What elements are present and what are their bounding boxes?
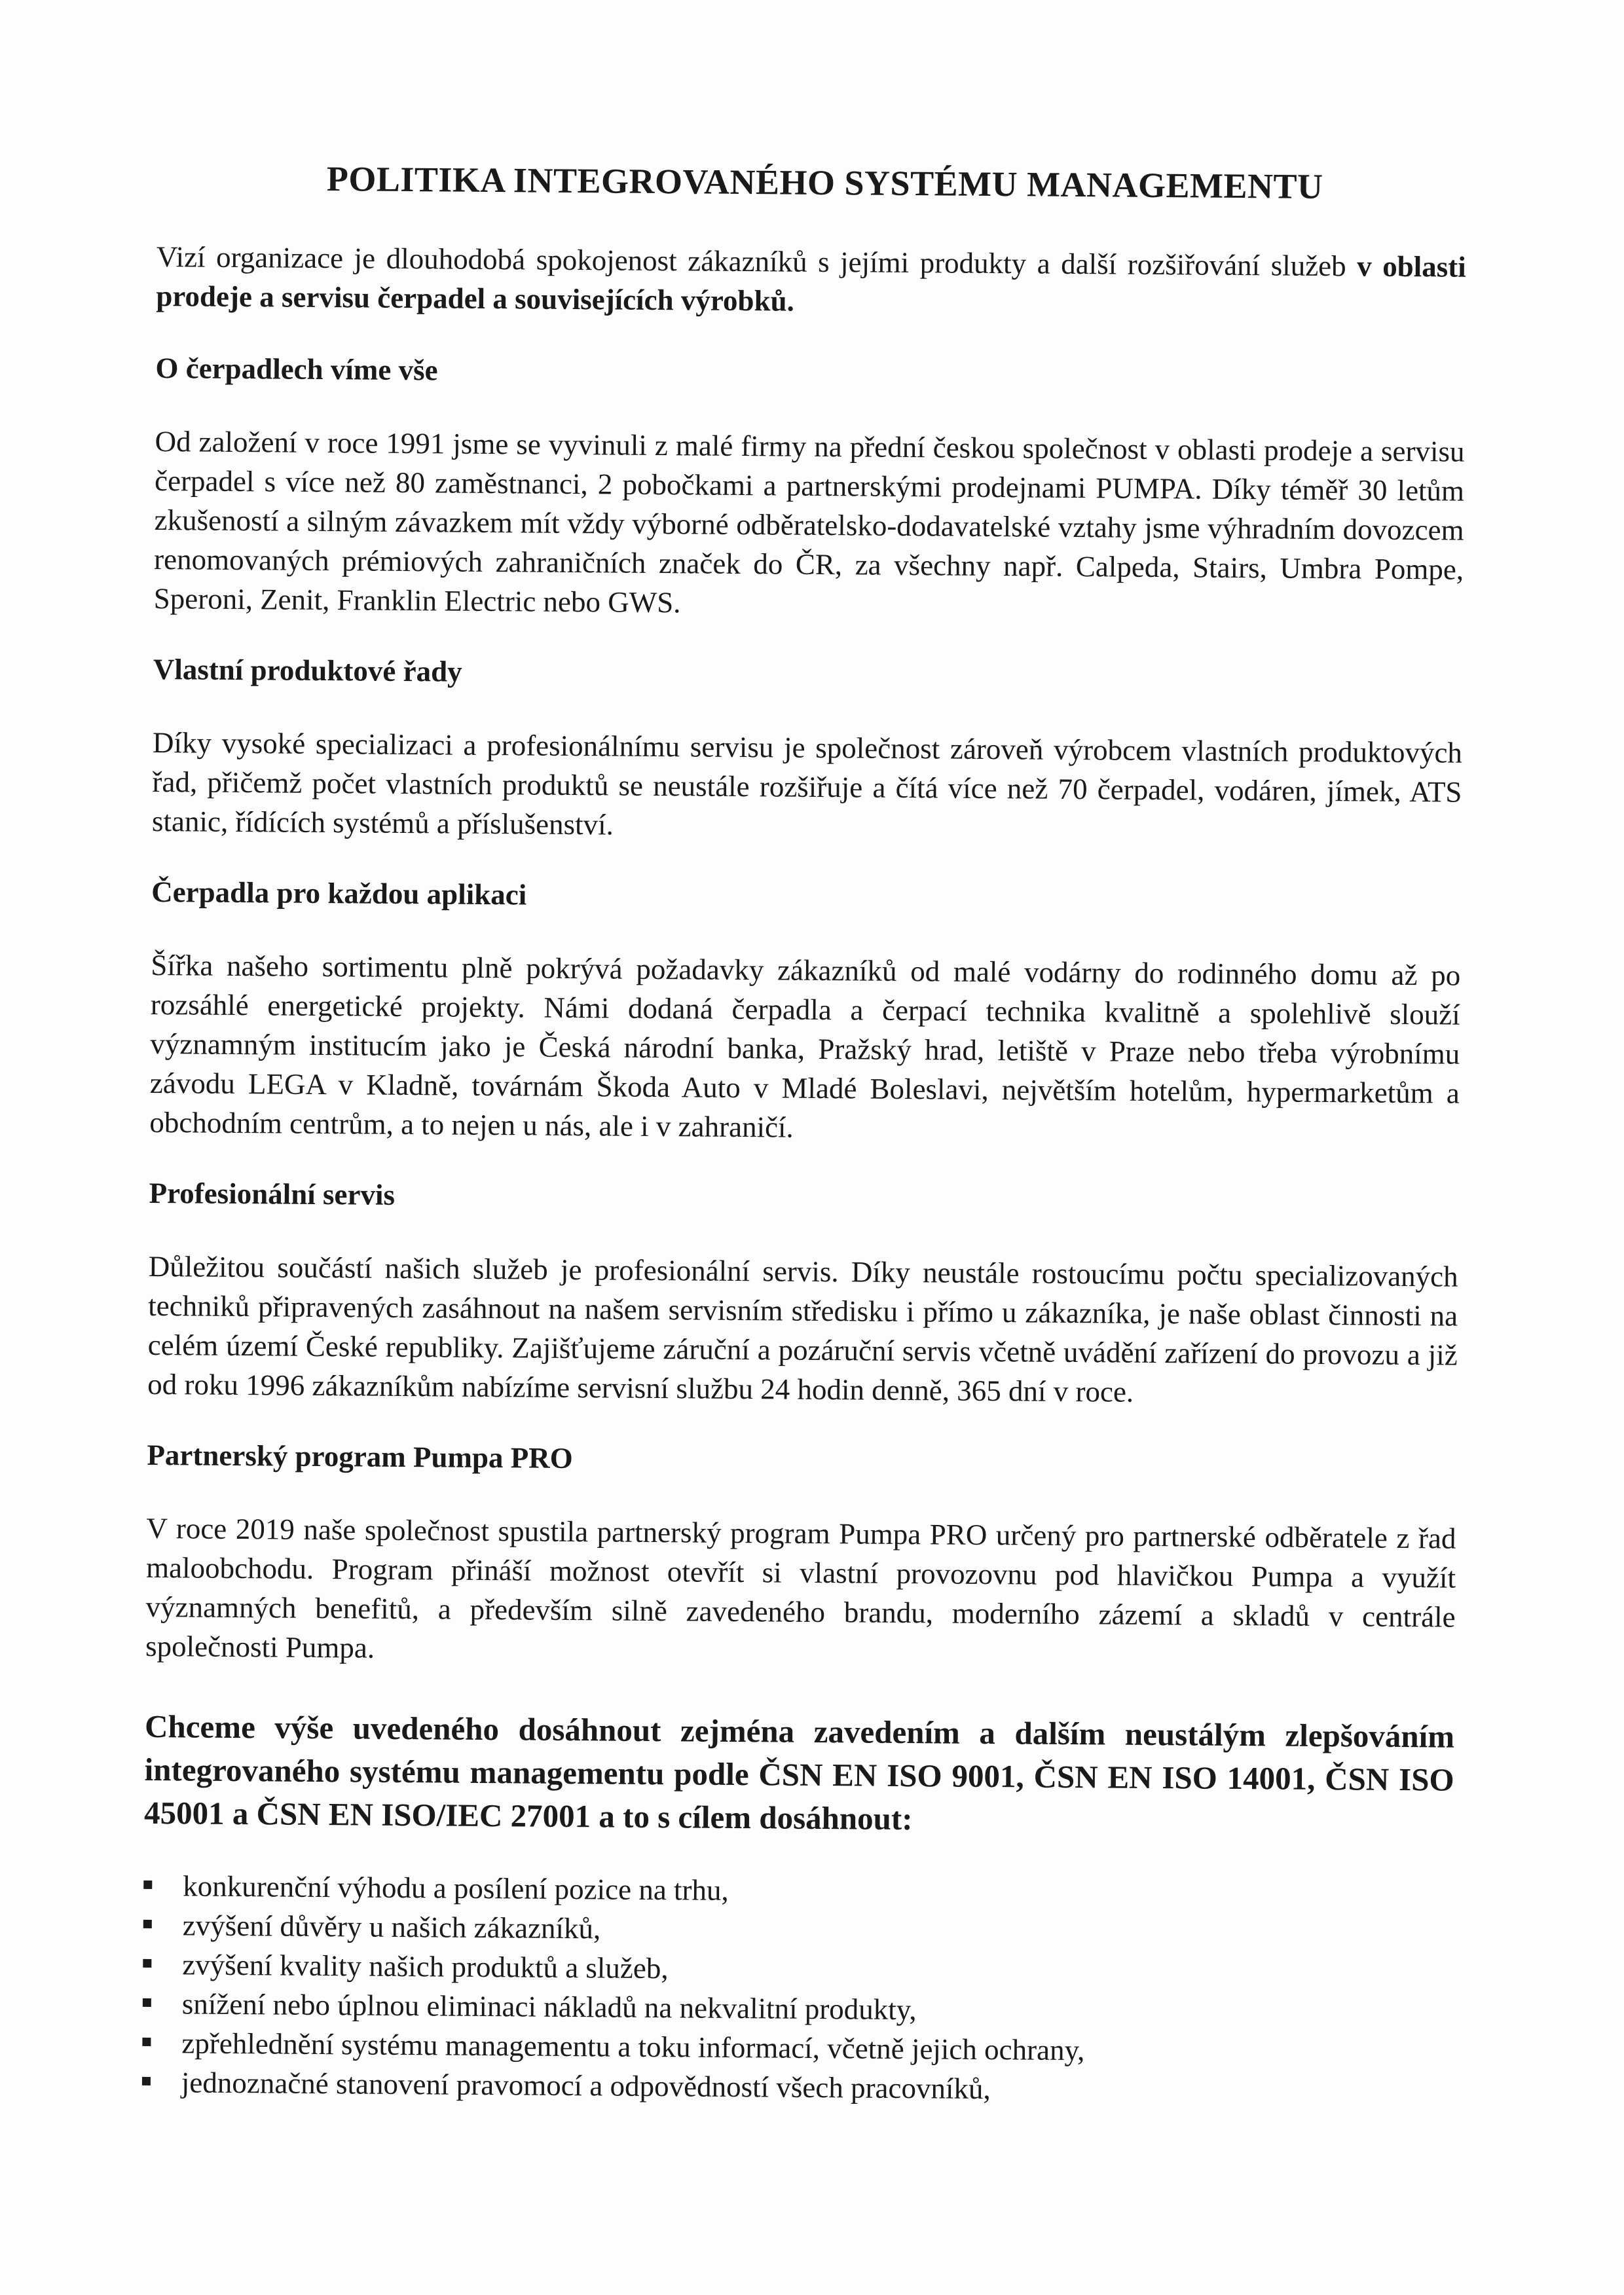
section-text: Důležitou součástí našich služeb je profesionální servis. Díky neustále rostoucímu počtu specializovaných techniků připravených zasáhnout na našem servisním středisku i přímo u zákazníka, je naše oblast činnosti na celém území České republiky. Zajišťujeme záruční a pozáruční servis včetně uvádění zařízení do provozu a již od roku 1996 zákazníkům nabízíme servisní službu 24 hodin denně, 365 dní v roce.	[147, 1249, 1458, 1408]
document-title: POLITIKA INTEGROVANÉHO SYSTÉMU MANAGEMENTU	[326, 159, 1323, 206]
section-heading: Vlastní produktové řady	[153, 652, 462, 688]
list-item-text: konkurenční výhodu a posílení pozice na trhu,	[183, 1869, 729, 1907]
section-vlastni-produktove-rady	[152, 650, 1463, 851]
bullet-icon	[143, 1920, 152, 1928]
bullet-icon	[143, 1881, 152, 1889]
section-heading: Profesionální servis	[149, 1176, 396, 1211]
section-partnersky-program	[145, 1435, 1457, 1676]
section-profesionalni-servis	[147, 1173, 1459, 1414]
intro-bold-text: v oblasti prodeje a servisu čerpadel a souvisejících výrobků.	[156, 249, 1466, 318]
section-o-cerpadlech	[153, 348, 1465, 629]
section-text: Šířka našeho sortimentu plně pokrývá požadavky zákazníků od malé vodárny do rodinného domu až po rozsáhlé energetické projekty. Námi dodaná čerpadla a čerpací technika kvalitně a spolehlivě slouží významným institucím jako je Česká národní banka, Pražský hrad, letiště v Praze nebo třeba výrobnímu závodu LEGA v Kladně, továrnám Škoda Auto v Mladé Boleslavi, největším hotelům, hypermarketům a obchodním centrům, a to nejen u nás, ale i v zahraničí.	[149, 948, 1461, 1144]
intro-text: Vizí organizace je dlouhodobá spokojenost zákazníků s jejími produkty a další rozšiřování služeb	[156, 240, 1357, 283]
intro-paragraph	[156, 237, 1466, 326]
list-item-text: zvýšení důvěry u našich zákazníků,	[182, 1909, 601, 1945]
list-item-text: zvýšení kvality našich produktů a služeb,	[182, 1948, 669, 1985]
bullet-icon	[142, 2077, 151, 2085]
list-item-text: jednoznačné stanovení pravomocí a odpovědností všech pracovníků,	[181, 2066, 991, 2106]
bullet-icon	[143, 1959, 151, 1968]
goal-statement: Chceme výše uvedeného dosáhnout zejména zavedením a dalším neustálým zlepšováním integrovaného systému managementu podle ČSN EN ISO 9001, ČSN EN ISO 14001, ČSN ISO 45001 a ČSN EN ISO/IEC 27001 a to s cílem dosáhnout:	[143, 1708, 1455, 1837]
section-heading: Čerpadla pro každou aplikaci	[151, 875, 527, 911]
list-item-text: snížení nebo úplnou eliminaci nákladů na nekvalitní produkty,	[181, 1987, 917, 2027]
bullet-icon	[142, 2038, 151, 2046]
list-item-text: zpřehlednění systému managementu a toku informací, včetně jejich ochrany,	[181, 2027, 1085, 2067]
section-text: V roce 2019 naše společnost spustila partnerský program Pumpa PRO určený pro partnerské odběratele z řad maloobchodu. Program přináší možnost otevřít si vlastní provozovnu pod hlavičkou Pumpa a využít významných benefitů, a především silně zavedeného brandu, moderního zázemí a skladů v centrále společnosti Pumpa.	[145, 1511, 1456, 1664]
section-heading: Partnerský program Pumpa PRO	[147, 1438, 573, 1475]
section-heading: O čerpadlech víme vše	[155, 351, 438, 387]
section-cerpadla-pro-kazdou-aplikaci	[149, 872, 1461, 1152]
section-text: Od založení v roce 1991 jsme se vyvinuli z malé firmy na přední českou společnost v oblasti prodeje a servisu čerpadel s více než 80 zaměstnanci, 2 pobočkami a partnerskými prodejnami PUMPA. Díky téměř 30 letům zkušeností a silným závazkem mít vždy výborné odběratelsko-dodavatelské vztahy jsme výhradním dovozcem renomovaných prémiových zahraničních značek do ČR, za všechny např. Calpeda, Stairs, Umbra Pompe, Speroni, Zenit, Franklin Electric nebo GWS.	[153, 424, 1465, 619]
goals-list	[142, 1866, 1454, 2112]
document-content	[142, 157, 1467, 2112]
section-text: Díky vysoké specializaci a profesionálnímu servisu je společnost zároveň výrobcem vlastních produktových řad, přičemž počet vlastních produktů se neustále rozšiřuje a čítá více než 70 čerpadel, vodáren, jímek, ATS stanic, řídících systémů a příslušenství.	[151, 725, 1463, 841]
bullet-icon	[143, 1998, 151, 2007]
